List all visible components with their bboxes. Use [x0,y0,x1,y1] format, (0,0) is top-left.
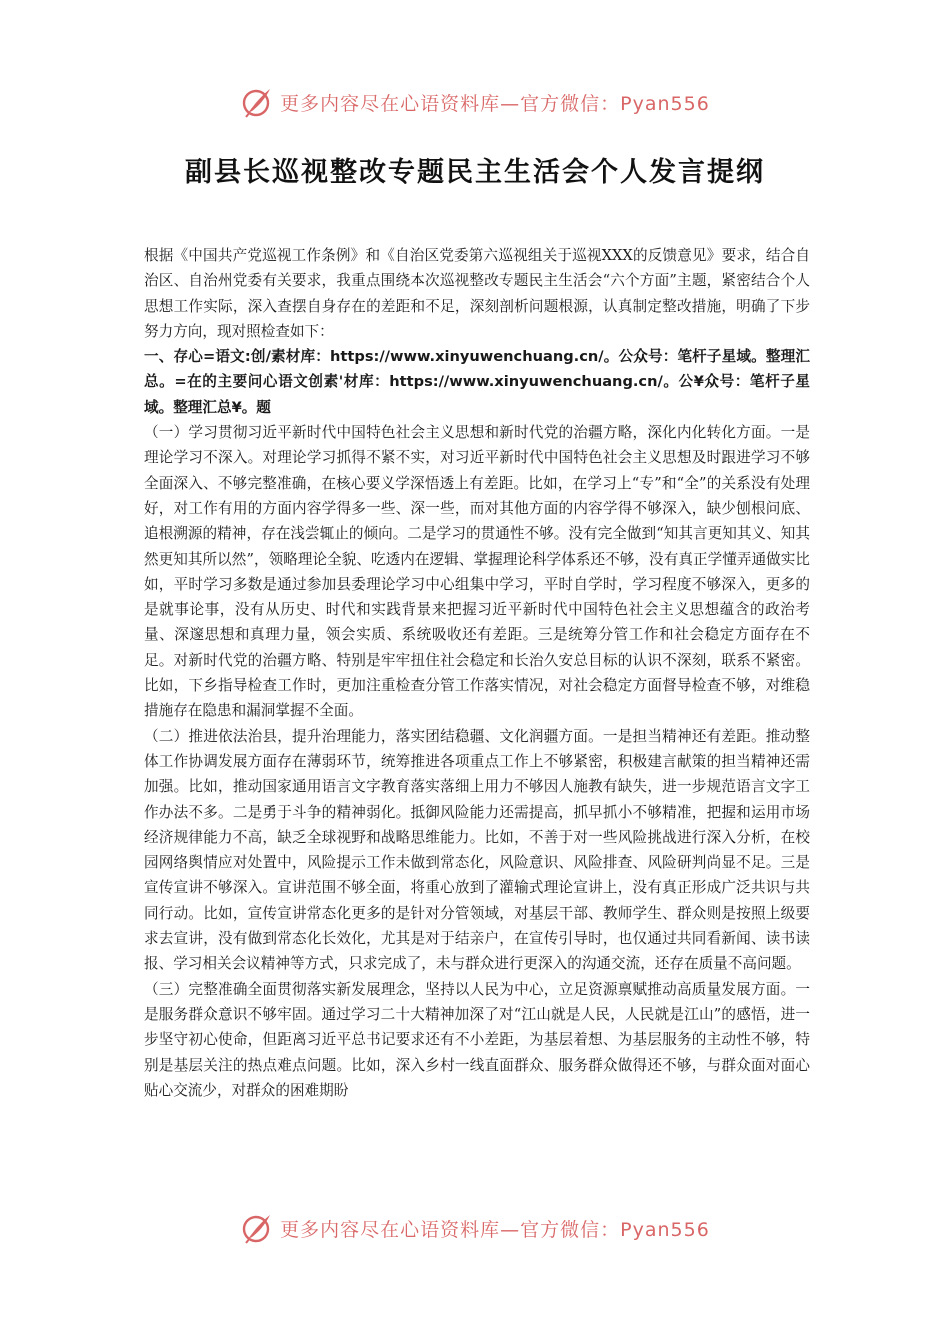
watermark-text: 更多内容尽在心语资料库—官方微信：Pyan556 [280,92,710,115]
document-body [144,243,810,1103]
top-watermark-banner [0,82,950,122]
body-paragraph-1: （一）学习贯彻习近平新时代中国特色社会主义思想和新时代党的治疆方略，深化内化转化方面。一是理论学习不深入。对理论学习抓得不紧不实，对习近平新时代中国特色社会主义思想及时跟进学习不够全面深入、不够完整准确，在核心要义学深悟透上有差距。比如，在学习上“专”和“全”的关系没有处理好，对工作有用的方面内容学得多一些、深一些，而对其他方面的内容学得不够深入，缺少刨根问底、追根溯源的精神，存在浅尝辄止的倾向。二是学习的贯通性不够。没有完全做到“知其言更知其义、知其然更知其所以然”，领略理论全貌、吃透内在逻辑、掌握理论科学体系还不够，没有真正学懂弄通做实比如，平时学习多数是通过参加县委理论学习中心组集中学习，平时自学时，学习程度不够深入，更多的是就事论事，没有从历史、时代和实践背景来把握习近平新时代中国特色社会主义思想蕴含的政治考量、深邃思想和真理力量，领会实质、系统吸收还有差距。三是统筹分管工作和社会稳定方面存在不足。对新时代党的治疆方略、特别是牢牢扭住社会稳定和长治久安总目标的认识不深刻，联系不紧密。比如，下乡指导检查工作时，更加注重检查分管工作落实情况，对社会稳定方面督导检查不够，对维稳措施存在隐患和漏洞掌握不全面。 [144,424,810,720]
intro-paragraph: 根据《中国共产党巡视工作条例》和《自治区党委第六巡视组关于巡视XXX的反馈意见》要求，结合自治区、自治州党委有关要求，我重点围绕本次巡视整改专题民主生活会“六个方面”主题，紧密结合个人思想工作实际，深入查摆自身存在的差距和不足，深刻剖析问题根源，认真制定整改措施，明确了下步努力方向，现对照检查如下： [144,247,810,340]
bottom-watermark-banner [0,1208,950,1248]
body-paragraph-2: （二）推进依法治县，提升治理能力，落实团结稳疆、文化润疆方面。一是担当精神还有差距。推动整体工作协调发展方面存在薄弱环节，统筹推进各项重点工作上不够紧密，积极建言献策的担当精神还需加强。比如，推动国家通用语言文字教育落实落细上用力不够因人施教有缺失，进一步规范语言文字工作办法不多。二是勇于斗争的精神弱化。抵御风险能力还需提高，抓早抓小不够精准，把握和运用市场经济规律能力不高，缺乏全球视野和战略思维能力。比如，不善于对一些风险挑战进行深入分析，在校园网络舆情应对处置中，风险提示工作未做到常态化，风险意识、风险排查、风险研判尚显不足。三是宣传宣讲不够深入。宣讲范围不够全面，将重心放到了灌输式理论宣讲上，没有真正形成广泛共识与共同行动。比如，宣传宣讲常态化更多的是针对分管领域，对基层干部、教师学生、群众则是按照上级要求去宣讲，没有做到常态化长效化，尤其是对于结亲户，在宣传引导时，也仅通过共同看新闻、读书读报、学习相关会议精神等方式，只求完成了，未与群众进行更深入的沟通交流，还存在质量不高问题。 [144,727,810,973]
feather-pen-icon [240,85,274,119]
document-title: 副县长巡视整改专题民主生活会个人发言提纲 [185,157,765,188]
feather-pen-icon [240,1211,274,1245]
section-heading: 一、存心=语文:创/素材库：https://www.xinyuwenchuang.cn/。公众号：笔杆子星域。整理汇总。=在的主要问心语文创素'材库：https://www.xinyuwenchuang.cn/。公¥众号：笔杆子星域。整理汇总¥。题 [144,348,810,416]
body-paragraph-3: （三）完整准确全面贯彻落实新发展理念，坚持以人民为中心，立足资源禀赋推动高质量发展方面。一是服务群众意识不够牢固。通过学习二十大精神加深了对“江山就是人民，人民就是江山”的感悟，进一步坚守初心使命，但距离习近平总书记要求还有不小差距，为基层着想、为基层服务的主动性不够，特别是基层关注的热点难点问题。比如，深入乡村一线直面群众、服务群众做得还不够，与群众面对面心贴心交流少，对群众的困难期盼 [144,980,810,1099]
watermark-text: 更多内容尽在心语资料库—官方微信：Pyan556 [280,1218,710,1241]
